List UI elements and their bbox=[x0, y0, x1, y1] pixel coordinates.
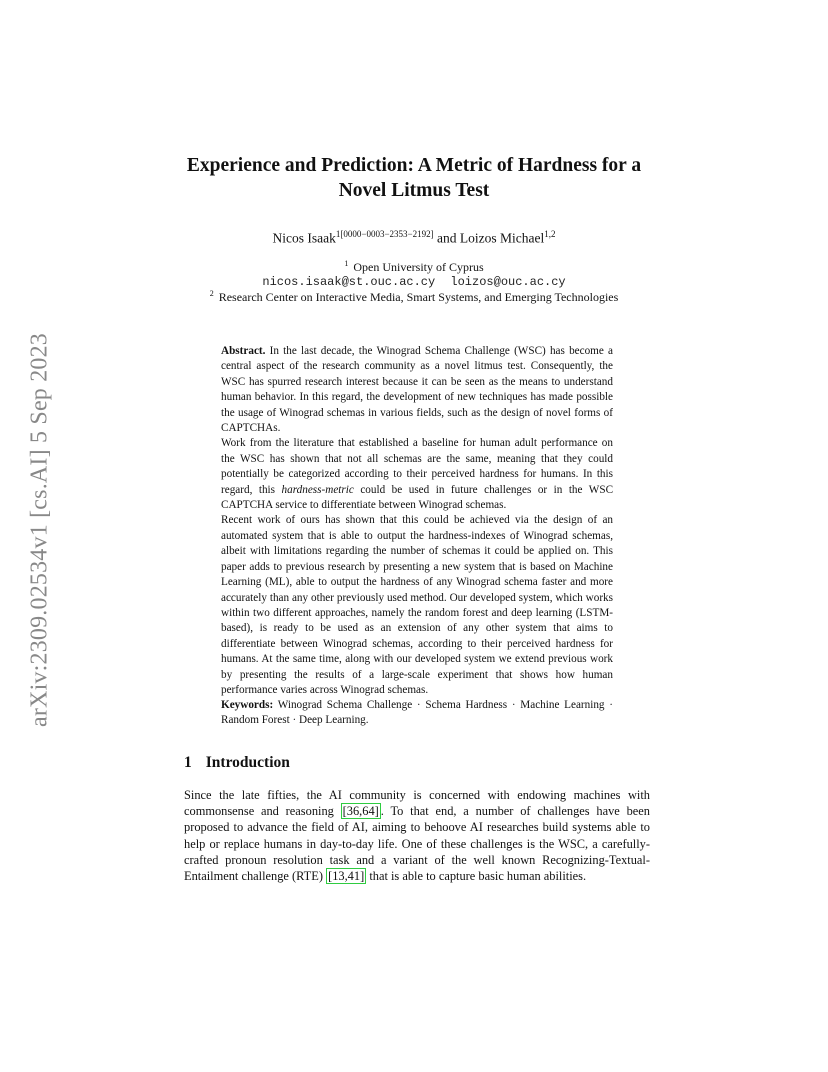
title-line-1: Experience and Prediction: A Metric of Hardness for a bbox=[186, 155, 642, 176]
paper-title bbox=[100, 153, 728, 203]
affiliation-2 bbox=[100, 289, 728, 305]
intro-text-2: . To that end, a number of challenges have been proposed to advance the field of AI, aiming to behoove AI researches build systems able to help or replace humans in day-to-day life. One of these challenges is the WSC, a carefully-crafted pronoun resolution task and a variant of the well known Recognizing-Textual-Entailment challenge (RTE) bbox=[184, 804, 650, 884]
hardness-metric-term: hardness-metric bbox=[281, 483, 354, 496]
affiliation-1-mark: 1 bbox=[344, 259, 349, 268]
abstract-p1-text: In the last decade, the Winograd Schema Challenge (WSC) has become a central aspect of the research community as a novel litmus test. Consequently, the WSC has spurred research interest because it can be seen as the means to understand human behavior. In this regard, the development of new techniques has made possible the usage of Winograd schemas in various fields, such as the design of novel forms of CAPTCHAs. bbox=[221, 345, 614, 435]
section-heading-introduction bbox=[184, 754, 290, 772]
section-title: Introduction bbox=[205, 754, 290, 771]
title-line-2: Novel Litmus Test bbox=[338, 180, 490, 201]
abstract-paragraph-3: Recent work of ours has shown that this could be achieved via the design of an automated system that is able to output the hardness-indexes of Winograd schemas, albeit with limitations regarding the number of schemas it could be applied on. This paper adds to previous research by presenting a new system that is based on Machine Learning (ML), able to output the hardness of any Winograd schema faster and more accurately than any other previously used method. Our developed system, which works within two different approaches, namely the random forest and deep learning (LSTM-based), is ready to be used as an extension of any other system that aims to differentiate between Winograd schemas, according to their perceived hardness for humans. At the same time, along with our developed system we extend previous work by presenting the results of a large-scale experiment that shows how human performance varies across Winograd schemas. bbox=[221, 514, 613, 696]
email-2[interactable]: loizos@ouc.ac.cy bbox=[450, 275, 566, 289]
author-conjunction: and bbox=[436, 230, 457, 246]
keywords-label: Keywords: bbox=[221, 699, 274, 711]
citation-link[interactable]: [13,41] bbox=[328, 869, 365, 884]
email-1[interactable]: nicos.isaak@st.ouc.ac.cy bbox=[262, 275, 436, 289]
author-1-affiliation-orcid: 1[0000−0003−2353−2192] bbox=[335, 229, 434, 239]
keywords bbox=[221, 698, 613, 729]
arxiv-sidebar bbox=[18, 300, 62, 760]
abstract-label: Abstract. bbox=[221, 345, 266, 357]
abstract-paragraph-1 bbox=[221, 344, 613, 436]
intro-text-1: Since the late fifties, the AI community is concerned with endowing machines with commonsense and reasoning bbox=[184, 788, 650, 819]
section-number: 1 bbox=[184, 754, 192, 771]
affiliation-1 bbox=[100, 259, 728, 275]
author-2-affiliation: 1,2 bbox=[544, 229, 556, 239]
abstract-paragraph-2 bbox=[221, 436, 613, 513]
affiliation-2-mark: 2 bbox=[209, 289, 214, 298]
citation-link[interactable]: [36,64] bbox=[342, 804, 379, 819]
author-emails bbox=[100, 275, 728, 289]
arxiv-identifier: arXiv:2309.02534v1 [cs.AI] 5 Sep 2023 bbox=[26, 332, 53, 728]
affiliation-2-name: Research Center on Interactive Media, Smart Systems, and Emerging Technologies bbox=[218, 290, 619, 304]
author-list bbox=[100, 229, 728, 247]
introduction-paragraph bbox=[184, 787, 650, 884]
author-2-name: Loizos Michael bbox=[459, 230, 545, 246]
intro-text-3: that is able to capture basic human abilities. bbox=[369, 869, 587, 884]
affiliation-1-name: Open University of Cyprus bbox=[353, 260, 484, 274]
abstract bbox=[221, 344, 613, 698]
abstract-p2-text-b: could be used in future challenges or in the WSC CAPTCHA service to differentiate between Winograd schemas. bbox=[221, 483, 614, 512]
author-1-name: Nicos Isaak bbox=[272, 230, 336, 246]
abstract-p2-text-a: Work from the literature that established a baseline for human adult performance on the WSC has shown that not all schemas are the same, meaning that they could potentially be categorized according to their perceived hardness for humans. In this regard, this bbox=[221, 437, 613, 496]
keywords-text: Winograd Schema Challenge · Schema Hardness · Machine Learning · Random Forest · Deep Learning. bbox=[221, 699, 613, 727]
